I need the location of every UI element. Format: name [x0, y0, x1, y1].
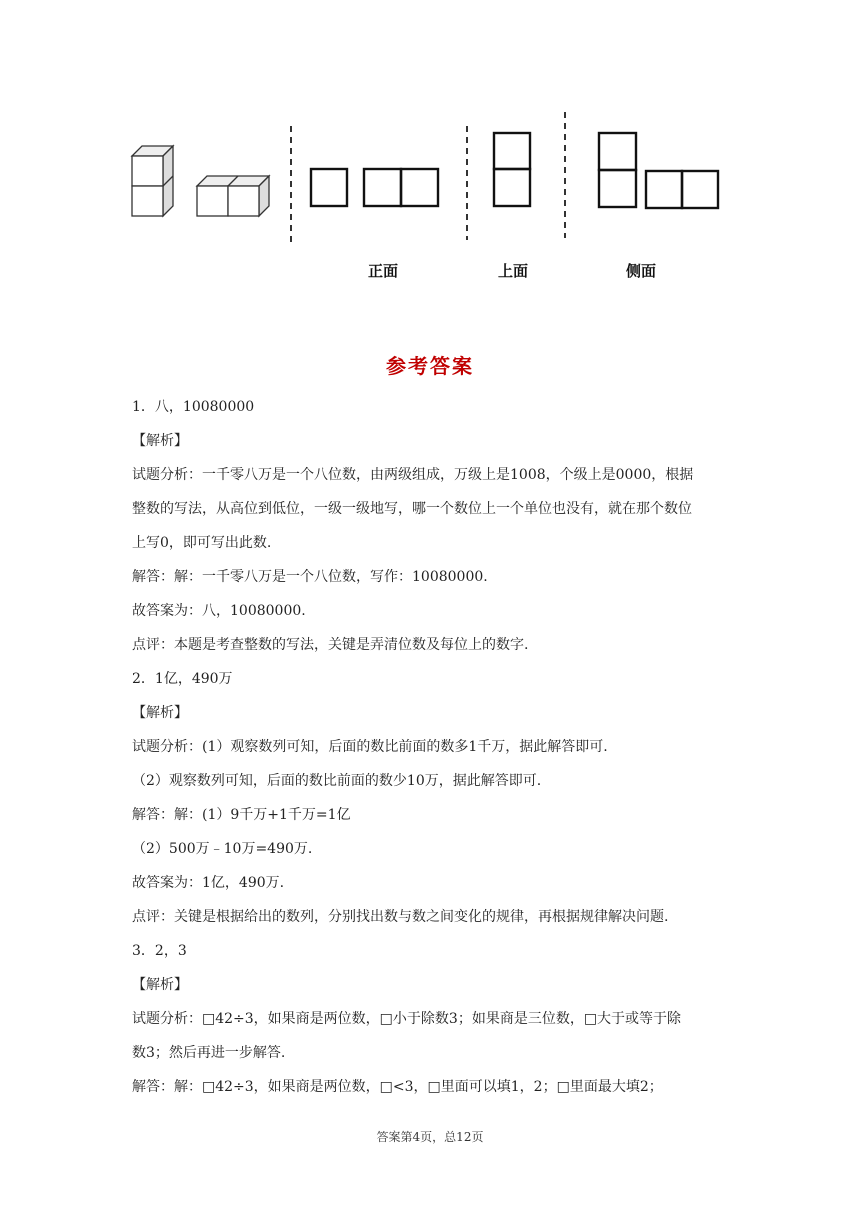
answer-line: 点评：本题是考查整数的写法，关键是弄清位数及每位上的数字.: [132, 637, 529, 653]
answer-line: 试题分析：一千零八万是一个八位数，由两级组成，万级上是1008，个级上是0000，根据: [132, 467, 694, 483]
side-by-side-cubes: [197, 176, 269, 216]
side-view-label: 侧面: [626, 262, 657, 280]
answer-line: 解答：解：一千零八万是一个八位数，写作：10080000.: [132, 569, 488, 585]
answer-line: 故答案为：1亿，490万.: [132, 875, 285, 891]
answer-line: 解答：解：□42÷3，如果商是两位数，□<3，□里面可以填1，2；□里面最大填2；: [132, 1079, 663, 1095]
answer-line: 整数的写法，从高位到低位，一级一级地写，哪一个数位上一个单位也没有，就在那个数位: [132, 501, 692, 517]
answer-line: 试题分析：(1）观察数列可知，后面的数比前面的数多1千万，据此解答即可.: [132, 739, 608, 755]
answer-line: 【解析】: [132, 705, 188, 721]
dashed-separators: [291, 112, 565, 242]
answer-line: 数3；然后再进一步解答.: [132, 1045, 286, 1061]
answer-line: 【解析】: [132, 977, 188, 993]
stacked-cubes: [132, 146, 173, 216]
answer-line: 点评：关键是根据给出的数列，分别找出数与数之间变化的规律，再根据规律解决问题.: [132, 909, 669, 925]
answer-line: 2．1亿，490万: [132, 671, 233, 687]
front-views: [311, 169, 438, 206]
answer-line: 1．八，10080000: [132, 399, 255, 415]
answer-content: [132, 390, 742, 1104]
answer-line: 3．2，3: [132, 943, 187, 959]
answer-line: 试题分析：□42÷3，如果商是两位数，□小于除数3；如果商是三位数，□大于或等于除: [132, 1011, 682, 1027]
front-view-label: 正面: [368, 262, 399, 280]
cube-views-drawing: [0, 0, 860, 300]
cube-views-figure: [0, 0, 860, 300]
answer-line: （2）观察数列可知，后面的数比前面的数少10万，据此解答即可.: [132, 773, 542, 789]
answer-line: 故答案为：八，10080000.: [132, 603, 306, 619]
answer-key-title: 参考答案: [386, 354, 474, 378]
answer-line: （2）500万﹣10万=490万.: [132, 841, 313, 857]
side-views: [599, 133, 718, 208]
answer-line: 【解析】: [132, 433, 188, 449]
top-views: [494, 133, 530, 206]
top-view-label: 上面: [498, 262, 529, 280]
page-footer: 答案第4页，总12页: [376, 1130, 484, 1144]
answer-line: 解答：解：(1）9千万+1千万=1亿: [132, 807, 351, 823]
answer-line: 上写0，即可写出此数.: [132, 535, 272, 551]
